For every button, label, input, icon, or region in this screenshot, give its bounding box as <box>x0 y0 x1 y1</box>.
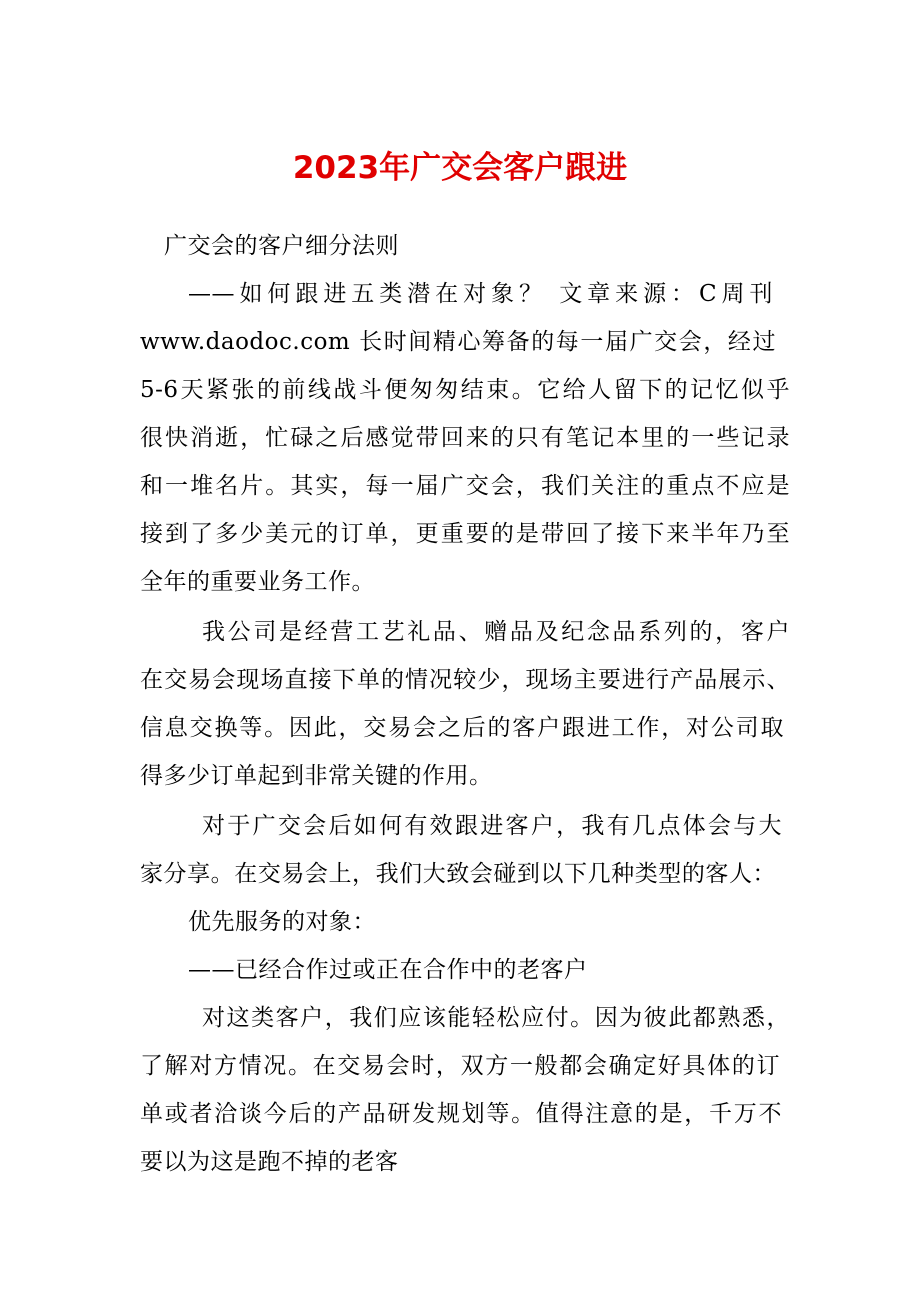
body-line: 接到了多少美元的订单，更重要的是带回了接下来半年乃至 <box>140 521 790 547</box>
paragraph-start-line: 对于广交会后如何有效跟进客户，我有几点体会与大 <box>202 813 782 839</box>
body-line: 和一堆名片。其实，每一届广交会，我们关注的重点不应是 <box>140 473 790 499</box>
paragraph-start-line: 对这类客户，我们应该能轻松应付。因为彼此都熟悉， <box>202 1005 790 1031</box>
subtitle-line: ——如何跟进五类潜在对象？ 文章来源：C周刊 <box>188 281 773 307</box>
body-line: www.daodoc.com 长时间精心筹备的每一届广交会，经过 <box>140 329 776 355</box>
body-line: 信息交换等。因此，交易会之后的客户跟进工作，对公司取 <box>140 715 784 741</box>
body-line: 要以为这是跑不掉的老客 <box>140 1149 399 1175</box>
body-line: 得多少订单起到非常关键的作用。 <box>140 763 493 789</box>
paragraph-start-line: 我公司是经营工艺礼品、赠品及纪念品系列的，客户 <box>202 619 790 645</box>
document-title: 2023年广交会客户跟进 <box>292 150 628 186</box>
body-line: 单或者洽谈今后的产品研发规划等。值得注意的是，千万不 <box>140 1101 782 1127</box>
body-line: 在交易会现场直接下单的情况较少，现场主要进行产品展示、 <box>140 667 790 693</box>
body-line: 了解对方情况。在交易会时，双方一般都会确定好具体的订 <box>140 1053 780 1079</box>
subtitle-line: ——已经合作过或正在合作中的老客户 <box>188 957 588 983</box>
body-line: 全年的重要业务工作。 <box>140 569 375 595</box>
section-heading: 优先服务的对象： <box>188 909 376 935</box>
body-line: 5-6天紧张的前线战斗便匆匆结束。它给人留下的记忆似乎 <box>140 377 790 403</box>
body-line: 很快消逝，忙碌之后感觉带回来的只有笔记本里的一些记录 <box>140 425 790 451</box>
section-heading: 广交会的客户细分法则 <box>164 233 399 259</box>
body-line: 家分享。在交易会上，我们大致会碰到以下几种类型的客人： <box>140 861 776 887</box>
